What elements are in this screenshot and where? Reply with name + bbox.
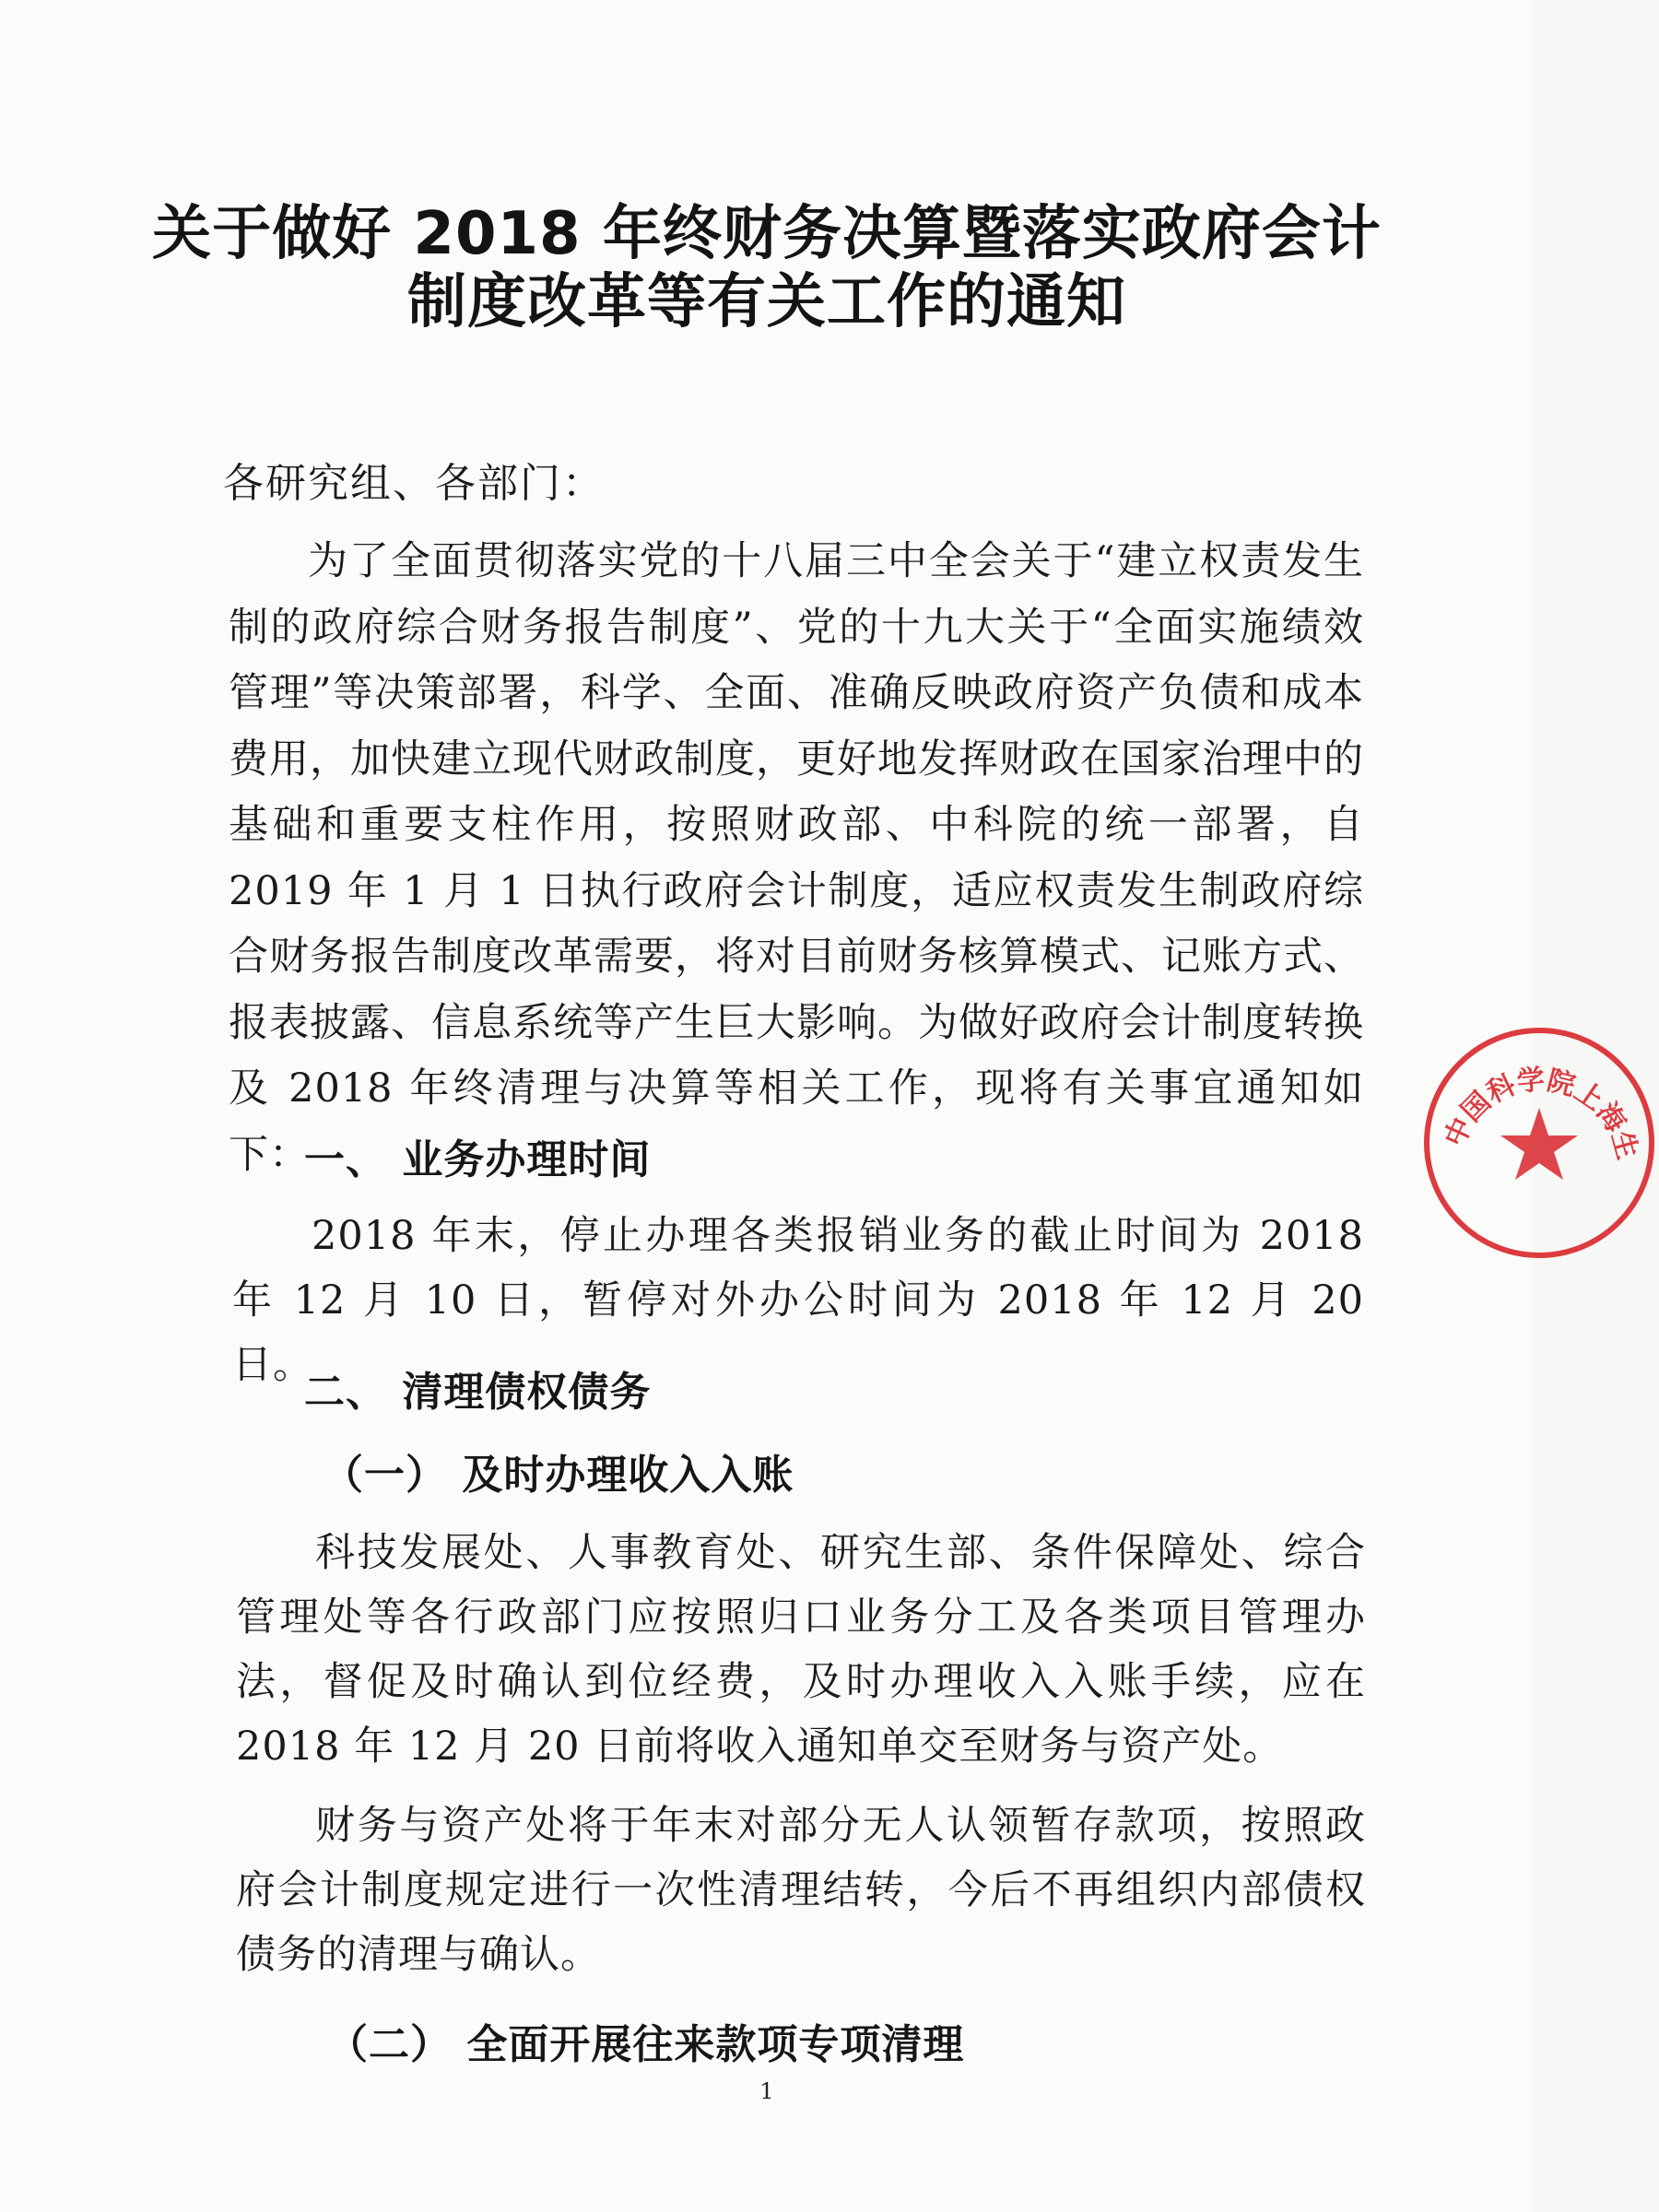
subsection-1-paragraph: 科技发展处、人事教育处、研究生部、条件保障处、综合管理处等各行政部门应按照归口业务分工及各类项目管理办法，督促及时确认到位经费，及时办理收入入账手续，应在 2018 年 12 月 20 日前将收入通知单交至财务与资产处。 — [236, 1530, 1366, 1770]
greeting: 各研究组、各部门： — [223, 460, 605, 507]
section-2-heading: 二、 清理债权债务 — [304, 1369, 652, 1416]
document-title-line-2: 制度改革等有关工作的通知 — [407, 268, 1126, 336]
subsection-1-paragraph-2: 财务与资产处将于年末对部分无人认领暂存款项，按照政府会计制度规定进行一次性清理结转，今后不再组织内部债权债务的清理与确认。 — [236, 1803, 1366, 1978]
official-seal-icon — [1419, 1023, 1659, 1263]
section-1-heading: 一、 业务办理时间 — [304, 1136, 652, 1183]
subsection-2-heading: （二） 全面开展往来款项专项清理 — [327, 2021, 965, 2068]
subsection-1-heading: （一） 及时办理收入入账 — [323, 1452, 794, 1499]
section-1-paragraph: 2018 年末，停止办理各类报销业务的截止时间为 2018 年 12 月 10 日，暂停对外办公时间为 2018 年 12 月 20 日。 — [232, 1213, 1364, 1388]
document-title-line-1: 关于做好 2018 年终财务决算暨落实政府会计 — [152, 200, 1382, 268]
intro-paragraph: 为了全面贯彻落实党的十八届三中全会关于“建立权责发生制的政府综合财务报告制度”、党的十九大关于“全面实施绩效管理”等决策部署，科学、全面、准确反映政府资产负债和成本费用，加快建立现代财政制度，更好地发挥财政在国家治理中的基础和重要支柱作用，按照财政部、中科院的统一部署，自 2019 年 1 月 1 日执行政府会计制度，适应权责发生制政府综合财务报告制度改革需要，将对目前财务核算模式、记账方式、报表披露、信息系统等产生巨大影响。为做好政府会计制度转换及 2018 年终清理与决算等相关工作，现将有关事宜通知如下： — [229, 538, 1364, 1178]
page-number: 1 — [759, 2078, 774, 2104]
seal-text: 中国科学院上海生 — [1438, 1064, 1643, 1163]
